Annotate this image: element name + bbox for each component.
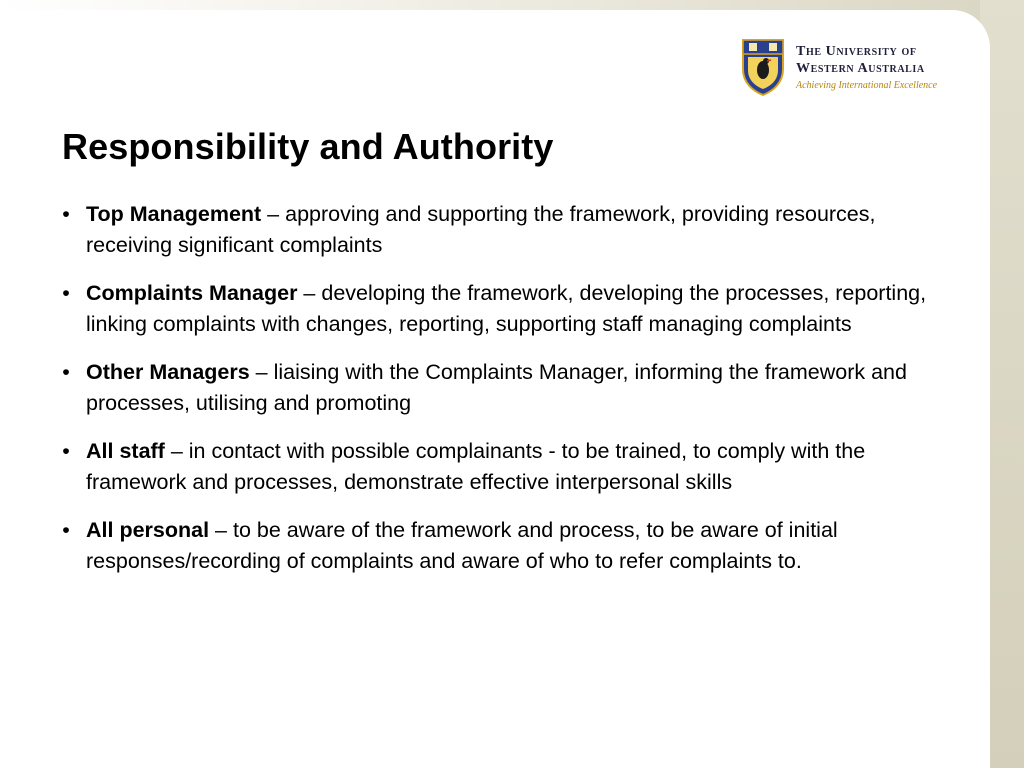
bullet-item [56, 357, 956, 419]
bullet-text: – liaising with the Complaints Manager, informing the framework and processes, utilising and promoting [86, 360, 907, 415]
bullet-term: All staff [86, 439, 165, 463]
bullet-text: – developing the framework, developing the processes, reporting, linking complaints with changes, reporting, supporting staff managing complaints [86, 281, 927, 336]
bullet-text: – approving and supporting the framework, providing resources, receiving significant complaints [86, 202, 876, 257]
logo-line-1: The University of [796, 44, 917, 59]
bullet-dot: • [62, 518, 70, 542]
logo-line-2: Western Australia [796, 61, 925, 76]
bullet-dot: • [62, 360, 70, 384]
bullet-dot: • [62, 281, 70, 305]
bullet-term: Complaints Manager [86, 281, 298, 305]
bullet-text: – in contact with possible complainants - to be trained, to comply with the framework and processes, demonstrate effective interpersonal skills [86, 439, 866, 494]
university-logo [740, 36, 960, 98]
bullet-term: Top Management [86, 202, 262, 226]
bullet-item [56, 278, 956, 340]
university-crest-icon [740, 37, 786, 97]
bullet-item [56, 199, 956, 261]
bullet-term: Other Managers [86, 360, 250, 384]
bullet-item [56, 436, 956, 498]
bullet-dot: • [62, 202, 70, 226]
bullet-term: All personal [86, 518, 210, 542]
slide-title: Responsibility and Authority [62, 126, 554, 167]
bullet-dot: • [62, 439, 70, 463]
logo-tagline: Achieving International Excellence [796, 80, 938, 91]
bullet-item [56, 515, 956, 577]
bullet-list [56, 199, 956, 594]
logo-text [796, 43, 937, 91]
bullet-text: – to be aware of the framework and process, to be aware of initial responses/recording of complaints and aware of who to refer complaints to. [86, 518, 838, 573]
